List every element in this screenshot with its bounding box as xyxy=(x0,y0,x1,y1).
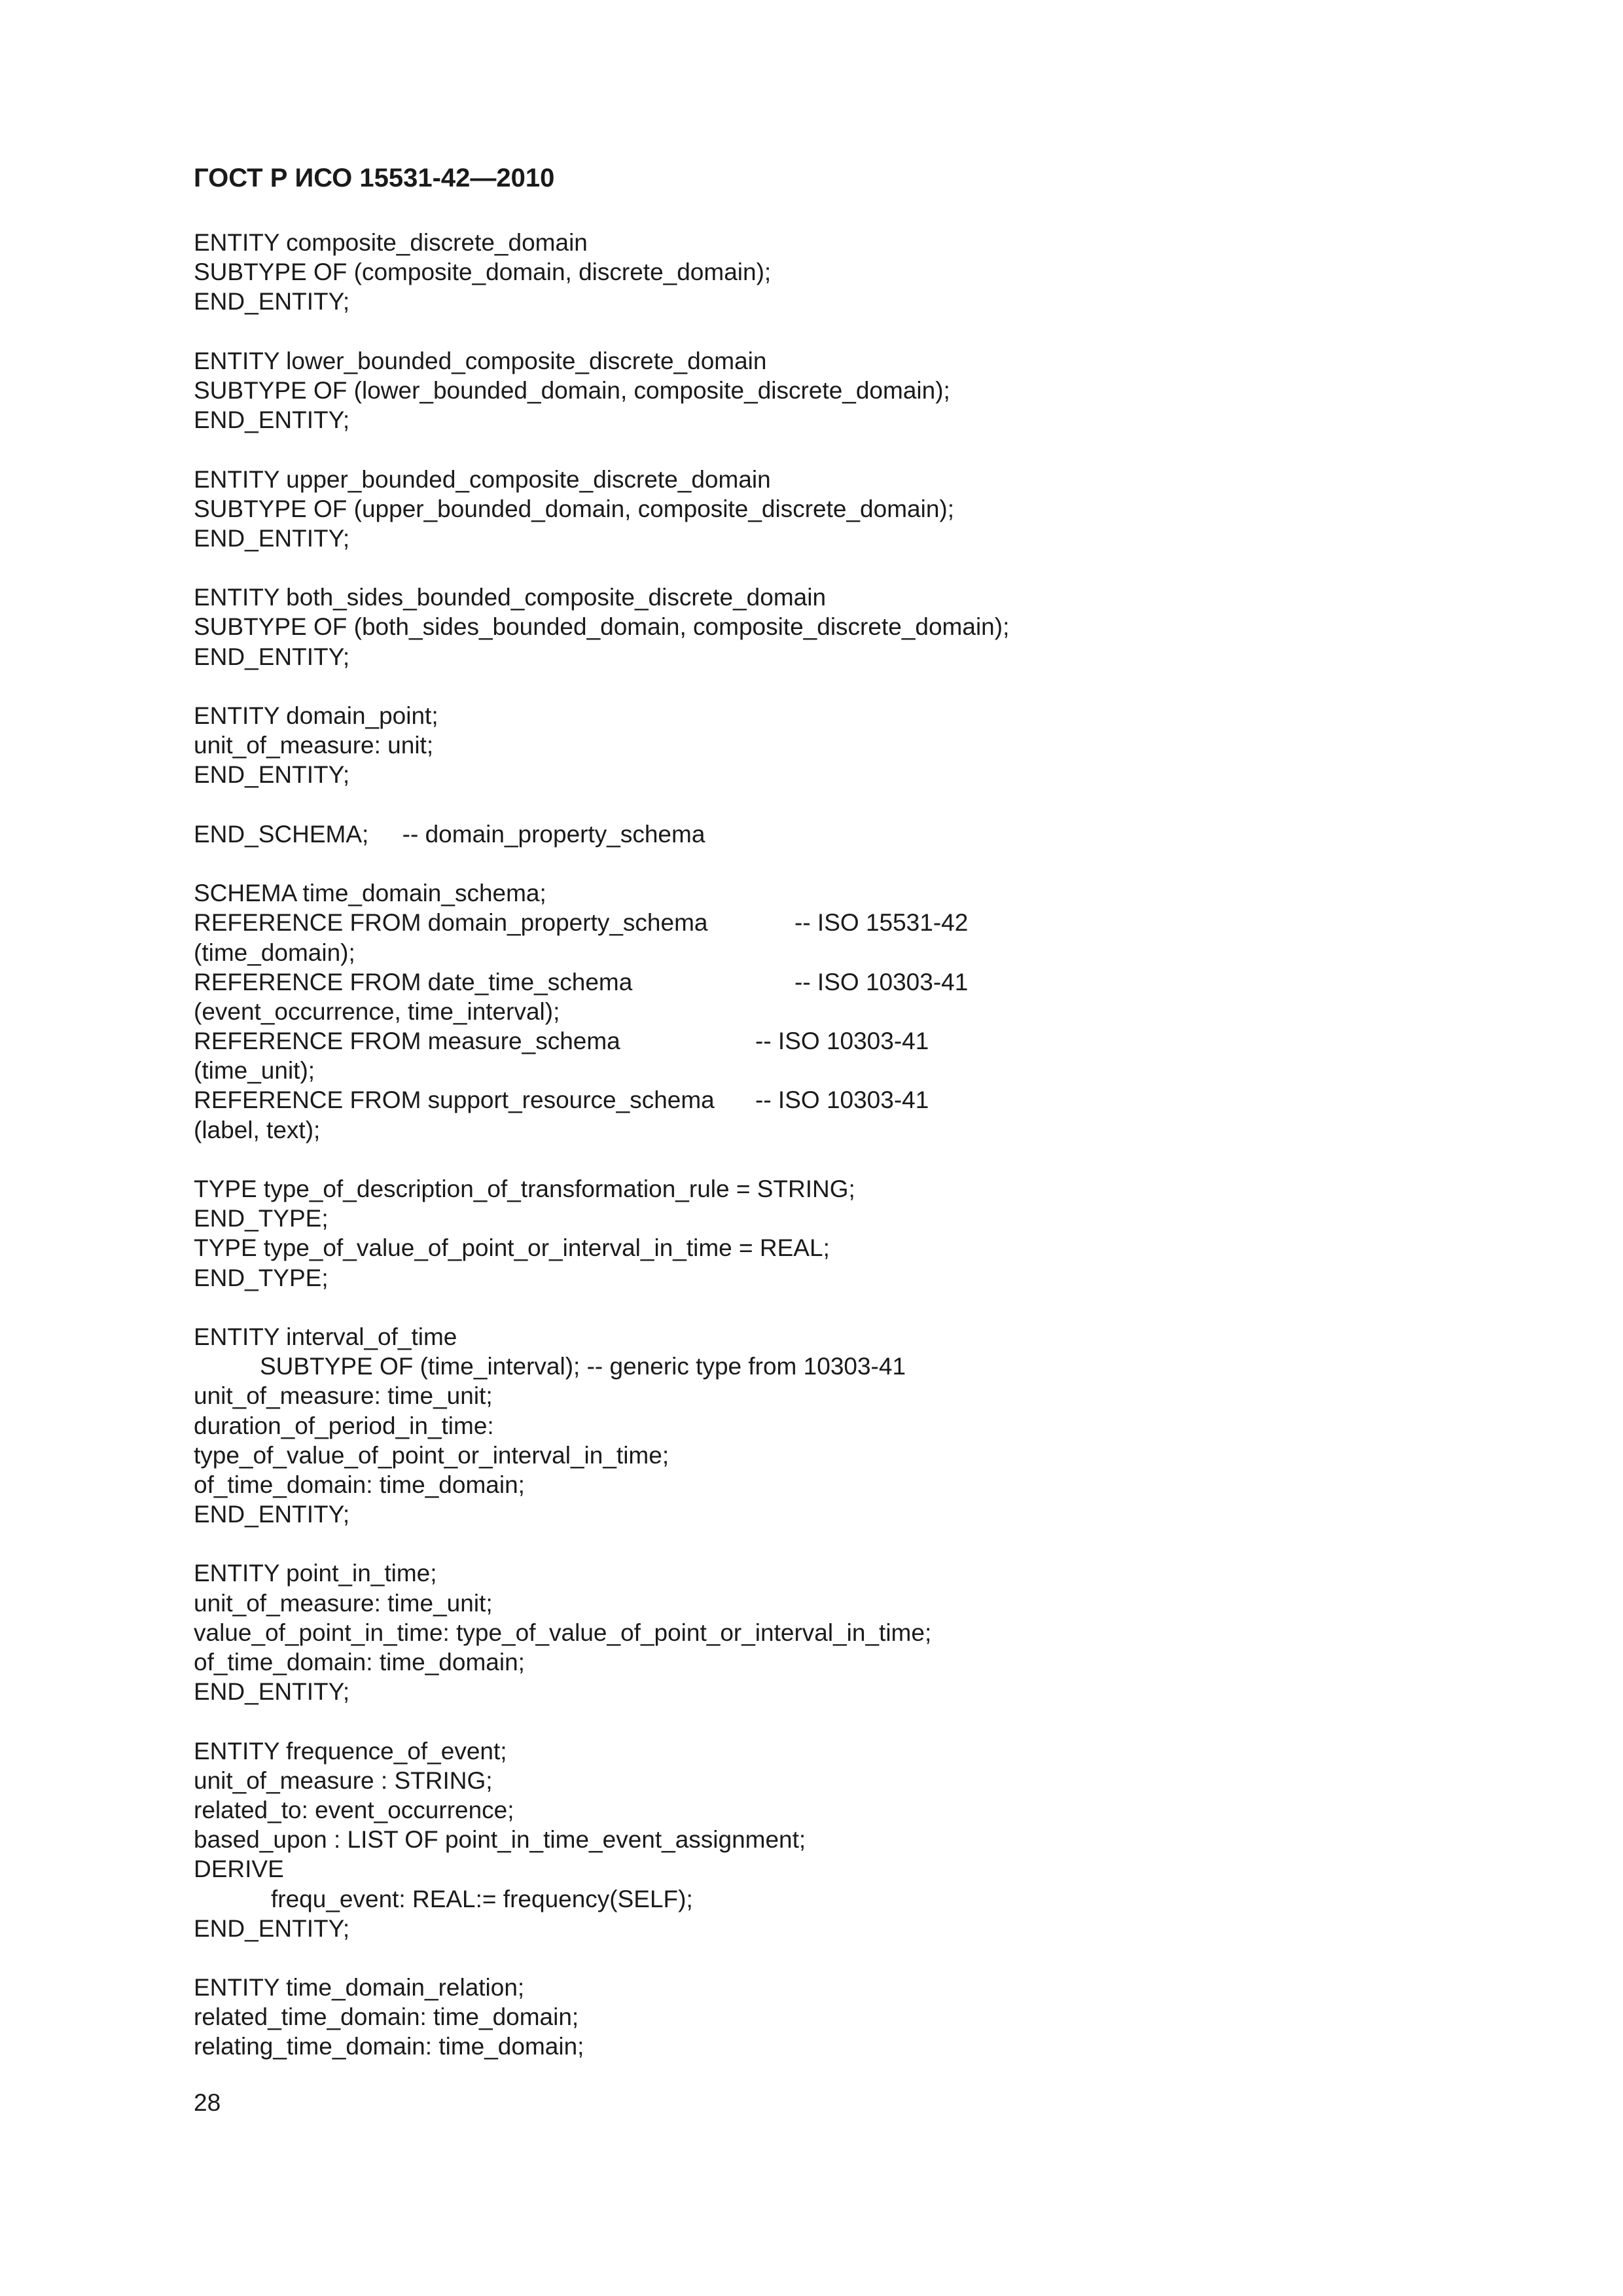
code-line: END_TYPE; xyxy=(194,1205,329,1232)
reference-code: REFERENCE FROM domain_property_schema xyxy=(194,909,708,937)
code-line: relating_time_domain: time_domain; xyxy=(194,2033,584,2060)
code-line: ENTITY interval_of_time xyxy=(194,1323,457,1350)
code-line: related_time_domain: time_domain; xyxy=(194,2003,579,2031)
code-line: SUBTYPE OF (composite_domain, discrete_domain); xyxy=(194,259,772,286)
code-line: ENTITY lower_bounded_composite_discrete_domain xyxy=(194,347,767,374)
page-number: 28 xyxy=(194,2089,221,2116)
code-line: ENTITY domain_point; xyxy=(194,702,438,729)
reference-line xyxy=(194,967,1437,997)
express-code-listing xyxy=(194,228,1437,2062)
code-line: unit_of_measure: time_unit; xyxy=(194,1589,493,1617)
code-line: END_ENTITY; xyxy=(194,643,350,670)
blank-line xyxy=(194,1145,1437,1174)
iso-reference-comment: -- ISO 10303-41 xyxy=(794,968,969,996)
code-line: TYPE type_of_description_of_transformation_rule = STRING; xyxy=(194,1175,855,1202)
code-line: duration_of_period_in_time: xyxy=(194,1412,494,1439)
code-line: END_ENTITY; xyxy=(194,1914,350,1942)
code-line: SUBTYPE OF (both_sides_bounded_domain, composite_discrete_domain); xyxy=(194,613,1010,641)
code-line: ENTITY time_domain_relation; xyxy=(194,1974,525,2001)
reference-code: REFERENCE FROM date_time_schema xyxy=(194,968,633,996)
blank-line xyxy=(194,1706,1437,1736)
code-line: END_ENTITY; xyxy=(194,288,350,315)
code-line: of_time_domain: time_domain; xyxy=(194,1649,525,1676)
code-line: ENTITY point_in_time; xyxy=(194,1560,437,1587)
code-line: unit_of_measure: time_unit; xyxy=(194,1382,493,1410)
blank-line xyxy=(194,672,1437,701)
code-line: ENTITY frequence_of_event; xyxy=(194,1737,507,1765)
reference-line xyxy=(194,1085,1437,1115)
code-line: ENTITY both_sides_bounded_composite_discrete_domain xyxy=(194,584,827,611)
blank-line xyxy=(194,1529,1437,1558)
blank-line xyxy=(194,553,1437,583)
code-line: (event_occurrence, time_interval); xyxy=(194,997,560,1025)
code-line: END_ENTITY; xyxy=(194,1501,350,1528)
code-line: ENTITY composite_discrete_domain xyxy=(194,229,588,256)
code-line: type_of_value_of_point_or_interval_in_time; xyxy=(194,1441,669,1469)
blank-line xyxy=(194,849,1437,878)
code-line: unit_of_measure: unit; xyxy=(194,732,434,759)
code-line: (label, text); xyxy=(194,1116,321,1143)
code-line: value_of_point_in_time: type_of_value_of_point_or_interval_in_time; xyxy=(194,1619,932,1646)
blank-line xyxy=(194,790,1437,819)
code-line: unit_of_measure : STRING; xyxy=(194,1767,493,1794)
blank-line xyxy=(194,435,1437,464)
document-header: ГОСТ Р ИСО 15531-42—2010 xyxy=(194,164,555,192)
iso-reference-comment: -- ISO 10303-41 xyxy=(755,1028,929,1055)
code-line: TYPE type_of_value_of_point_or_interval_in_time = REAL; xyxy=(194,1234,830,1262)
reference-code: REFERENCE FROM measure_schema xyxy=(194,1028,620,1055)
code-line: (time_unit); xyxy=(194,1057,315,1085)
code-line: END_TYPE; xyxy=(194,1264,329,1291)
code-line: END_ENTITY; xyxy=(194,761,350,789)
code-line: of_time_domain: time_domain; xyxy=(194,1471,525,1498)
indented-code-line: frequ_event: REAL:= frequency(SELF); xyxy=(271,1885,693,1912)
code-line: SUBTYPE OF (lower_bounded_domain, composite_discrete_domain); xyxy=(194,376,950,404)
code-line: (time_domain); xyxy=(194,939,355,966)
code-line: SCHEMA time_domain_schema; xyxy=(194,880,546,907)
reference-code: REFERENCE FROM support_resource_schema xyxy=(194,1086,715,1114)
iso-reference-comment: -- ISO 15531-42 xyxy=(794,909,969,937)
code-line: DERIVE xyxy=(194,1856,284,1883)
code-line: END_ENTITY; xyxy=(194,1678,350,1706)
reference-line xyxy=(194,1026,1437,1056)
code-line: END_ENTITY; xyxy=(194,524,350,552)
blank-line xyxy=(194,1943,1437,1973)
iso-reference-comment: -- ISO 10303-41 xyxy=(755,1086,929,1114)
code-line: END_ENTITY; xyxy=(194,406,350,434)
blank-line xyxy=(194,317,1437,346)
reference-line xyxy=(194,908,1437,937)
code-line: END_SCHEMA; -- domain_property_schema xyxy=(194,820,705,848)
indented-code-line: SUBTYPE OF (time_interval); -- generic type from 10303-41 xyxy=(260,1353,906,1380)
blank-line xyxy=(194,1293,1437,1322)
code-line: SUBTYPE OF (upper_bounded_domain, composite_discrete_domain); xyxy=(194,495,955,522)
code-line: based_upon : LIST OF point_in_time_event_assignment; xyxy=(194,1826,806,1854)
code-line: related_to: event_occurrence; xyxy=(194,1796,514,1823)
code-line: ENTITY upper_bounded_composite_discrete_domain xyxy=(194,465,771,493)
